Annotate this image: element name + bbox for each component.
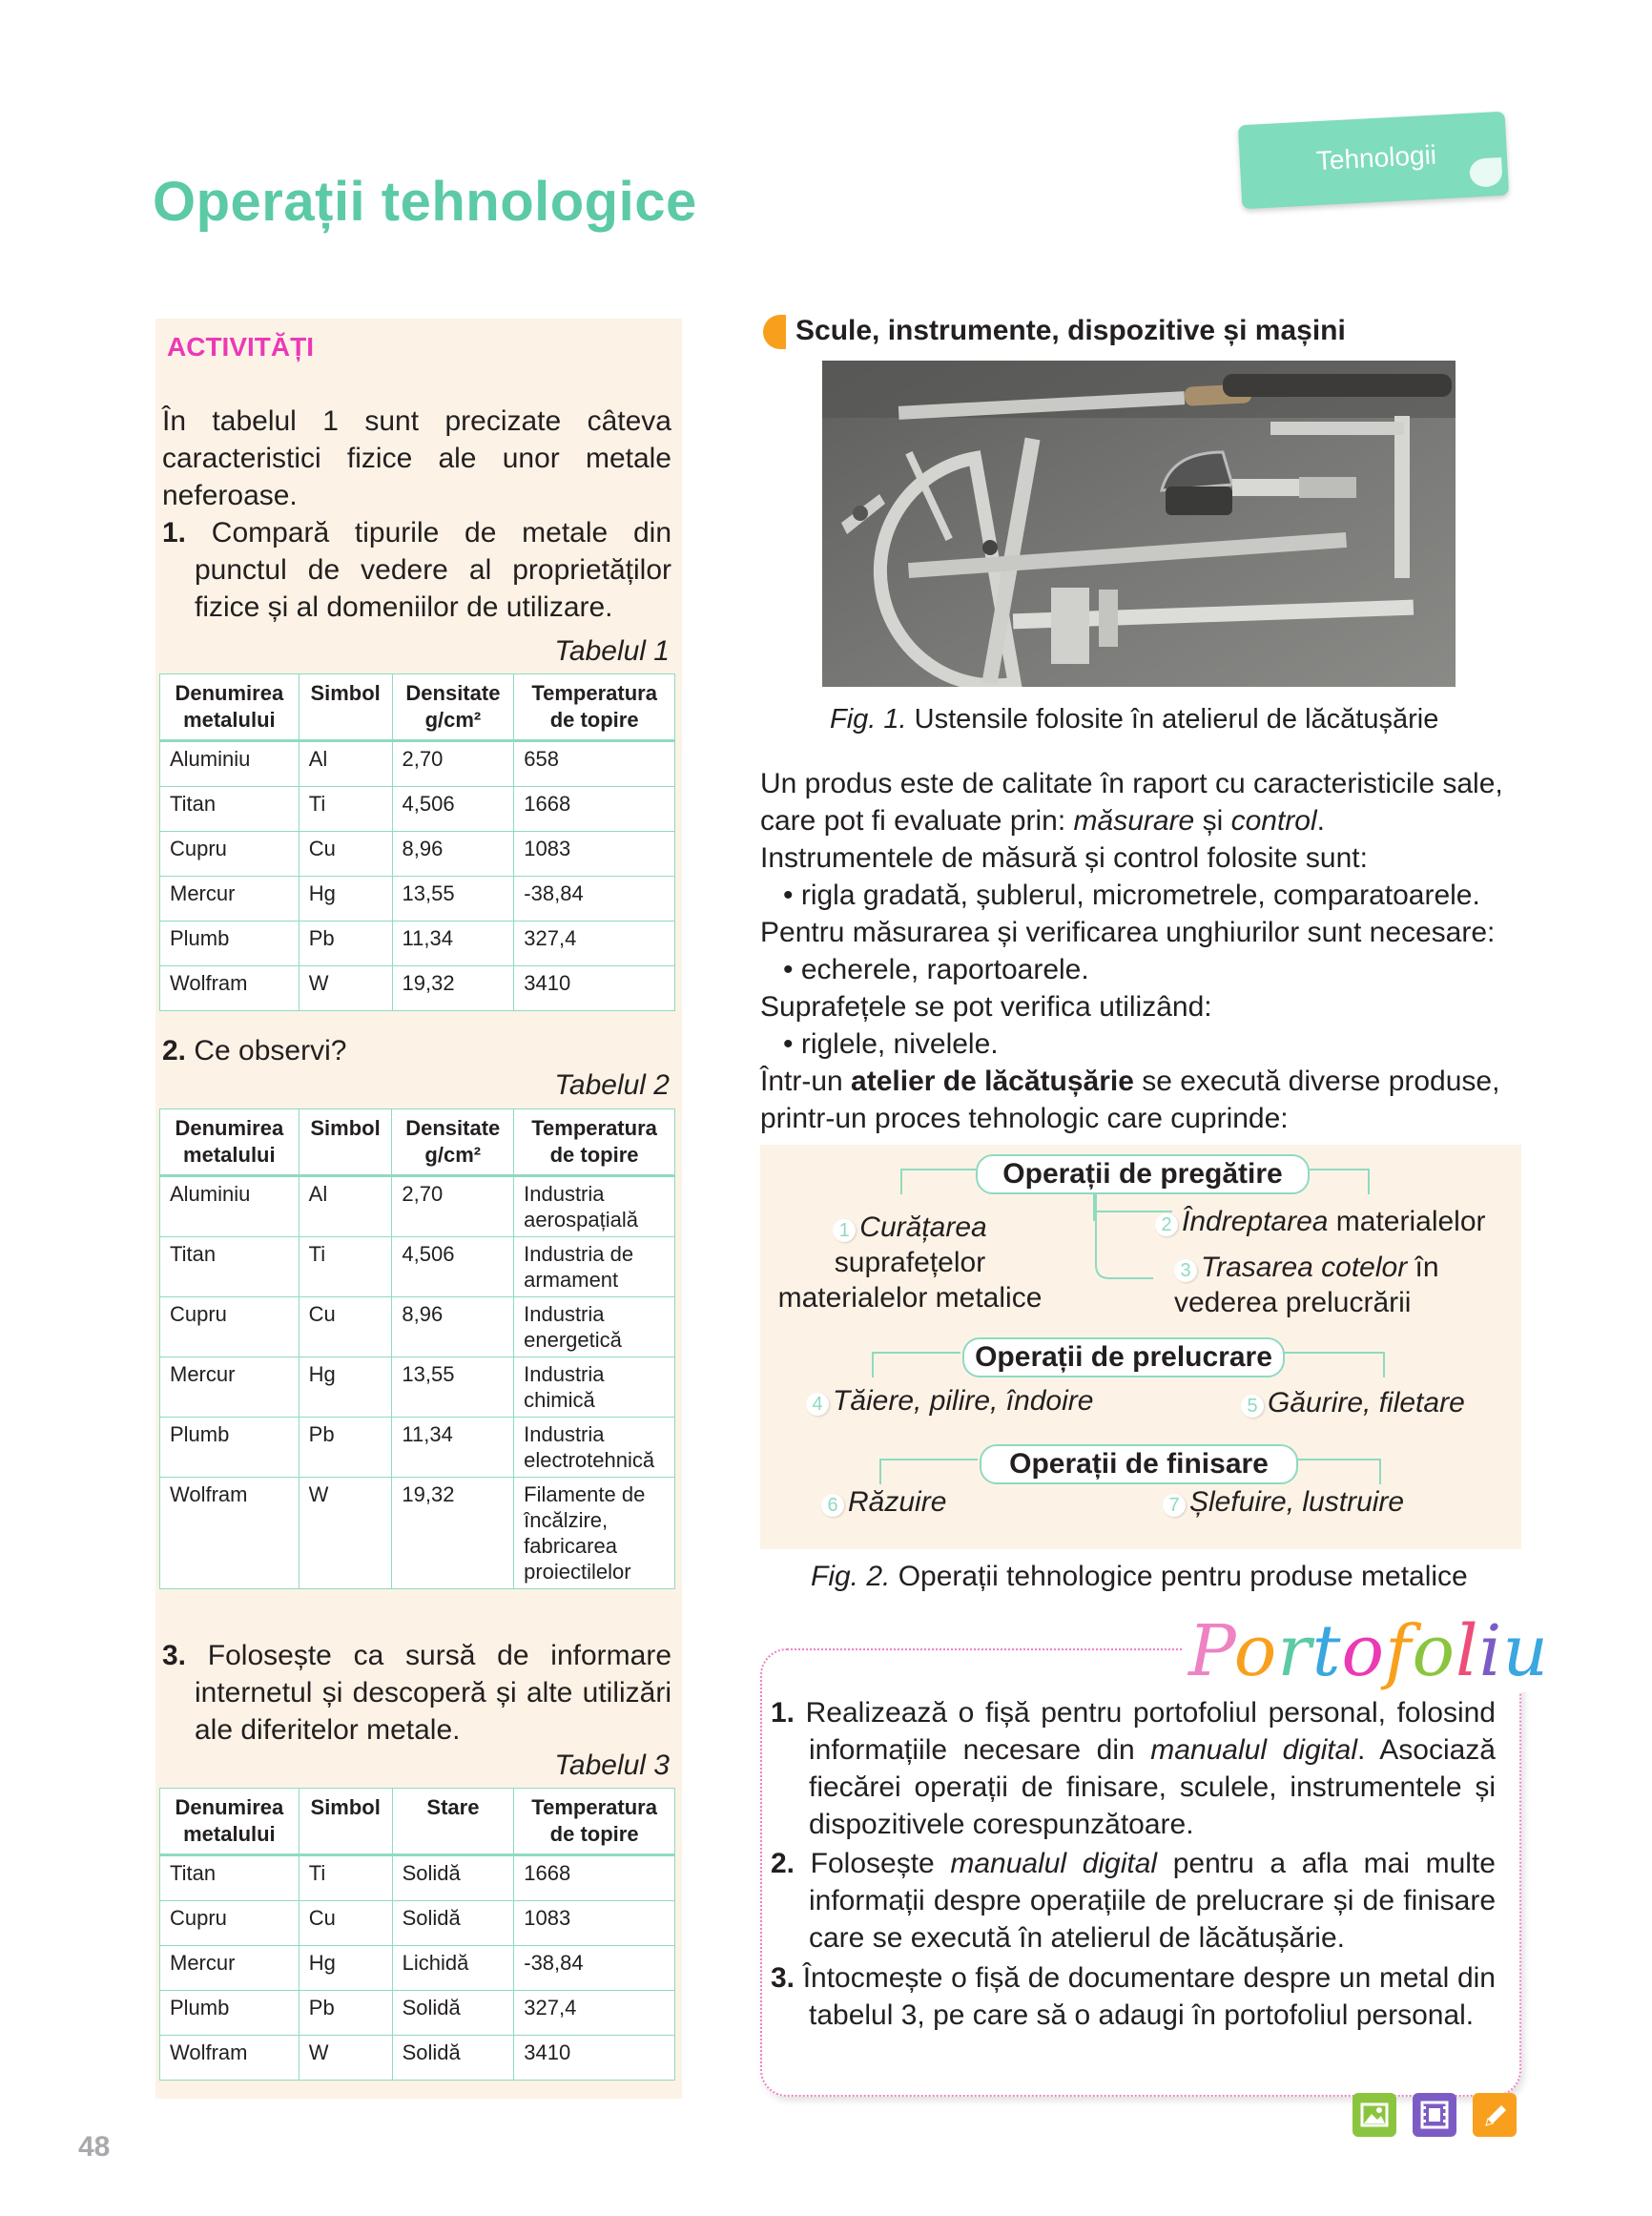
portfolio-title-letter: r	[1277, 1610, 1312, 1692]
table-row	[160, 1237, 675, 1297]
melting-point-cell: 1668	[514, 787, 675, 832]
metal-name-cell: Plumb	[160, 922, 299, 966]
portfolio-text: . Asociază fiecărei operații de finisare, sculele, instrumentele și dispozitivele corespunzătoare.	[809, 1734, 1496, 1840]
density-cell: 2,70	[392, 1176, 514, 1237]
usage-cell: Industria chimică	[514, 1357, 675, 1418]
table-row	[160, 1946, 675, 1991]
table-3-header: Temperatura de topire	[514, 1789, 675, 1855]
body-bold: atelier de lăcătușărie	[851, 1066, 1134, 1097]
symbol-cell: Hg	[299, 877, 392, 922]
figure-2-caption	[811, 1561, 1468, 1593]
portfolio-title-letter: f	[1385, 1610, 1413, 1692]
table-2-header: Temperatura de topire	[514, 1109, 675, 1176]
diagram-item-4	[806, 1383, 1149, 1419]
diagram-item-1-line2: suprafețelor	[834, 1247, 986, 1278]
body-emphasis: măsurare	[1073, 805, 1195, 837]
melting-point-cell: 3410	[514, 966, 675, 1011]
figure-2-text: Operații tehnologice pentru produse metalice	[898, 1561, 1468, 1592]
table-2-header: Densitate g/cm²	[392, 1109, 514, 1176]
melting-point-cell: 327,4	[514, 1991, 675, 2036]
pencil-icon[interactable]	[1473, 2093, 1517, 2137]
table-1-header: Temperatura de topire	[514, 674, 675, 741]
usage-cell: Filamente de încălzire, fabricarea proiectilelor	[514, 1478, 675, 1589]
bullet-item: • riglele, nivelele.	[783, 1028, 999, 1060]
metal-name-cell: Mercur	[160, 1357, 299, 1418]
symbol-cell: Al	[299, 1176, 392, 1237]
table-row	[160, 1418, 675, 1478]
diagram-number-4: 4	[806, 1393, 829, 1416]
portfolio-title-letter: u	[1502, 1610, 1550, 1692]
table-3-header: Stare	[392, 1789, 514, 1855]
melting-point-cell: 658	[514, 741, 675, 787]
melting-point-cell: 1083	[514, 1901, 675, 1946]
density-cell: 8,96	[392, 832, 514, 877]
table-row	[160, 787, 675, 832]
table-row	[160, 922, 675, 966]
portfolio-item-1	[771, 1694, 1496, 1843]
portfolio-text: Folosește	[810, 1848, 951, 1879]
group-preparation-label: Operații de pregătire	[976, 1154, 1310, 1194]
diagram-item-7	[1163, 1484, 1449, 1520]
usage-cell: Industria aerospațială	[514, 1176, 675, 1237]
density-cell: 11,34	[392, 1418, 514, 1478]
operations-diagram	[760, 1145, 1521, 1549]
symbol-cell: Ti	[299, 1237, 392, 1297]
table-row	[160, 1991, 675, 2036]
density-cell: 13,55	[392, 877, 514, 922]
diagram-item-3-line2: vederea prelucrării	[1174, 1287, 1412, 1318]
table-1-header: Simbol	[299, 674, 392, 741]
table-3-header-row	[160, 1789, 675, 1855]
density-cell: 2,70	[392, 741, 514, 787]
portfolio-item-3-number: 3.	[771, 1962, 795, 1994]
portfolio-title-letter: P	[1188, 1610, 1234, 1692]
density-cell: 13,55	[392, 1357, 514, 1418]
bullet-item: • rigla gradată, șublerul, micrometrele, comparatoarele.	[783, 880, 1480, 911]
portfolio-title-letter: o	[1341, 1610, 1386, 1692]
density-cell: 19,32	[392, 966, 514, 1011]
task-2-text: Ce observi?	[194, 1035, 347, 1067]
table-row	[160, 966, 675, 1011]
portfolio-title-letter: l	[1456, 1610, 1479, 1692]
diagram-item-6-text: Răzuire	[848, 1486, 947, 1518]
portfolio-item-1-number: 1.	[771, 1697, 795, 1729]
melting-point-cell: 3410	[514, 2036, 675, 2081]
table-row	[160, 1297, 675, 1357]
task-3	[162, 1637, 671, 1749]
body-text	[760, 765, 1521, 1137]
state-cell: Solidă	[392, 1855, 514, 1901]
symbol-cell: Pb	[299, 1418, 392, 1478]
diagram-number-7: 7	[1163, 1494, 1186, 1517]
diagram-number-5: 5	[1241, 1395, 1264, 1418]
state-cell: Solidă	[392, 2036, 514, 2081]
symbol-cell: W	[299, 2036, 392, 2081]
table-3-caption: Tabelul 3	[554, 1750, 670, 1781]
activities-heading: ACTIVITĂȚI	[167, 332, 314, 362]
table-2-header: Denumirea metalului	[160, 1109, 299, 1176]
metal-name-cell: Cupru	[160, 1297, 299, 1357]
table-3-header: Denumirea metalului	[160, 1789, 299, 1855]
diagram-number-6: 6	[821, 1494, 844, 1517]
body-paragraph: Suprafețele se pot verifica utilizând:	[760, 991, 1212, 1023]
metal-name-cell: Titan	[160, 787, 299, 832]
task-2-number: 2.	[162, 1035, 187, 1067]
task-1-text: Compară tipurile de metale din punctul de vedere al proprietăților fizice și al domeniilor de utilizare.	[195, 517, 672, 623]
body-paragraph: Instrumentele de măsură și control folosite sunt:	[760, 842, 1368, 874]
table-row	[160, 1176, 675, 1237]
symbol-cell: Al	[299, 741, 392, 787]
table-row	[160, 741, 675, 787]
table-row	[160, 832, 675, 877]
figure-1-label: Fig. 1.	[830, 704, 907, 735]
figure-1-caption	[830, 704, 1438, 735]
symbol-cell: W	[299, 1478, 392, 1589]
symbol-cell: Cu	[299, 1297, 392, 1357]
body-paragraph	[760, 1063, 1521, 1137]
metal-name-cell: Wolfram	[160, 2036, 299, 2081]
symbol-cell: W	[299, 966, 392, 1011]
diagram-item-3-em: Trasarea cotelor	[1201, 1252, 1408, 1283]
table-row	[160, 1478, 675, 1589]
diagram-item-2-em: Îndreptarea	[1182, 1206, 1329, 1237]
diagram-item-2	[1155, 1204, 1518, 1239]
table-1-header-row	[160, 674, 675, 741]
table-3-header: Simbol	[299, 1789, 392, 1855]
page-number: 48	[78, 2131, 111, 2163]
body-text-span: Într-un	[760, 1066, 852, 1097]
melting-point-cell: -38,84	[514, 877, 675, 922]
table-2-header: Simbol	[299, 1109, 392, 1176]
tools-illustration	[822, 361, 1456, 687]
table-row	[160, 1357, 675, 1418]
table-2-header-row	[160, 1109, 675, 1176]
portfolio-title-letter: i	[1478, 1610, 1503, 1692]
state-cell: Solidă	[392, 1991, 514, 2036]
metal-name-cell: Cupru	[160, 1901, 299, 1946]
portfolio-title-letter: o	[1412, 1610, 1456, 1692]
usage-cell: Industria de armament	[514, 1237, 675, 1297]
metal-name-cell: Cupru	[160, 832, 299, 877]
metal-name-cell: Plumb	[160, 1418, 299, 1478]
portfolio-item-3	[771, 1959, 1496, 2034]
melting-point-cell: 327,4	[514, 922, 675, 966]
section-title: Scule, instrumente, dispozitive și mașini	[795, 315, 1346, 346]
portfolio-title-letter: t	[1311, 1610, 1342, 1692]
metal-name-cell: Wolfram	[160, 966, 299, 1011]
body-paragraph: Pentru măsurarea și verificarea unghiurilor sunt necesare:	[760, 917, 1496, 948]
metal-name-cell: Titan	[160, 1237, 299, 1297]
melting-point-cell: -38,84	[514, 1946, 675, 1991]
symbol-cell: Hg	[299, 1946, 392, 1991]
portfolio-title	[1183, 1610, 1555, 1692]
symbol-cell: Ti	[299, 1855, 392, 1901]
film-icon[interactable]	[1413, 2093, 1456, 2137]
table-3	[159, 1788, 675, 2081]
body-text-span: Un produs este de calitate în raport cu caracteristicile sale, care pot fi evaluate prin:	[760, 768, 1503, 837]
table-1-header: Denumirea metalului	[160, 674, 299, 741]
melting-point-cell: 1083	[514, 832, 675, 877]
table-row	[160, 2036, 675, 2081]
density-cell: 19,32	[392, 1478, 514, 1589]
metal-name-cell: Wolfram	[160, 1478, 299, 1589]
table-1	[159, 673, 675, 1011]
figure-2-label: Fig. 2.	[811, 1561, 891, 1592]
body-text-span: și	[1194, 805, 1231, 837]
table-1-caption: Tabelul 1	[554, 635, 670, 667]
diagram-number-3: 3	[1174, 1259, 1197, 1282]
task-1	[162, 514, 671, 626]
tools-photo	[822, 361, 1456, 687]
portfolio-emphasis: manualul digital	[950, 1848, 1158, 1879]
diagram-item-4-text: Tăiere, pilire, îndoire	[833, 1385, 1094, 1417]
body-text-span: se execută diverse produse, printr-un proces tehnologic care cuprinde:	[760, 1066, 1500, 1134]
symbol-cell: Pb	[299, 1991, 392, 2036]
activities-intro: În tabelul 1 sunt precizate câteva caracteristici fizice ale unor metale neferoase.	[162, 405, 671, 511]
metal-name-cell: Aluminiu	[160, 741, 299, 787]
metal-name-cell: Titan	[160, 1855, 299, 1901]
tab-curl-decoration	[1469, 157, 1503, 188]
diagram-item-7-text: Șlefuire, lustruire	[1189, 1486, 1405, 1518]
diagram-number-1: 1	[833, 1219, 856, 1242]
portfolio-item-2-number: 2.	[771, 1848, 795, 1879]
task-3-number: 3.	[162, 1640, 187, 1671]
diagram-item-1	[772, 1210, 1048, 1315]
state-cell: Solidă	[392, 1901, 514, 1946]
density-cell: 4,506	[392, 787, 514, 832]
task-1-number: 1.	[162, 517, 187, 549]
diagram-item-2-rest: materialelor	[1328, 1206, 1486, 1237]
table-2	[159, 1108, 675, 1589]
body-text-span: .	[1316, 805, 1325, 837]
melting-point-cell: 1668	[514, 1855, 675, 1901]
chapter-tab-label: Tehnologii	[1315, 139, 1437, 176]
group-processing-label: Operații de prelucrare	[962, 1337, 1285, 1377]
portfolio-text: Întocmește o fișă de documentare despre un metal din tabelul 3, pe care să o adaugi în portofoliul personal.	[802, 1962, 1496, 2031]
diagram-item-3	[1174, 1250, 1518, 1320]
diagram-number-2: 2	[1155, 1213, 1178, 1236]
table-row	[160, 1901, 675, 1946]
table-row	[160, 877, 675, 922]
symbol-cell: Hg	[299, 1357, 392, 1418]
symbol-cell: Ti	[299, 787, 392, 832]
portfolio-title-letter: o	[1233, 1610, 1278, 1692]
metal-name-cell: Mercur	[160, 877, 299, 922]
bullet-item: • echerele, raportoarele.	[783, 954, 1089, 985]
state-cell: Lichidă	[392, 1946, 514, 1991]
portfolio-emphasis: manualul digital	[1150, 1734, 1357, 1766]
section-marker-icon	[763, 315, 786, 349]
task-2	[162, 1032, 671, 1069]
group-finishing-label: Operații de finisare	[980, 1444, 1298, 1484]
usage-cell: Industria electrotehnică	[514, 1418, 675, 1478]
density-cell: 11,34	[392, 922, 514, 966]
chapter-tab	[1238, 112, 1509, 210]
density-cell: 4,506	[392, 1237, 514, 1297]
diagram-item-1-line3: materialelor metalice	[777, 1282, 1043, 1314]
metal-name-cell: Aluminiu	[160, 1176, 299, 1237]
table-2-caption: Tabelul 2	[554, 1069, 670, 1101]
table-1-header: Densitate g/cm²	[392, 674, 514, 741]
figure-1-text: Ustensile folosite în atelierul de lăcătușărie	[914, 704, 1439, 735]
density-cell: 8,96	[392, 1297, 514, 1357]
metal-name-cell: Plumb	[160, 1991, 299, 2036]
diagram-item-5-text: Găurire, filetare	[1268, 1387, 1465, 1419]
body-paragraph	[760, 765, 1521, 839]
portfolio-text: Realizează o fișă pentru portofoliul personal, folosind informațiile necesare din	[805, 1697, 1496, 1766]
page-title: Operații tehnologice	[153, 171, 697, 233]
symbol-cell: Pb	[299, 922, 392, 966]
diagram-item-1-em: Curățarea	[859, 1212, 987, 1243]
symbol-cell: Cu	[299, 1901, 392, 1946]
table-row	[160, 1855, 675, 1901]
diagram-item-6	[821, 1484, 1012, 1520]
diagram-item-3-rest: în	[1407, 1252, 1439, 1283]
image-icon[interactable]	[1353, 2093, 1396, 2137]
body-emphasis: control	[1230, 805, 1317, 837]
usage-cell: Industria energetică	[514, 1297, 675, 1357]
portfolio-text: pentru a afla mai multe informații despre operațiile de prelucrare și de finisare care se execută în atelierul de lăcătușărie.	[809, 1848, 1496, 1954]
portfolio-item-2	[771, 1845, 1496, 1957]
task-3-text: Folosește ca sursă de informare internetul și descoperă și alte utilizări ale diferitelor metale.	[195, 1640, 671, 1746]
metal-name-cell: Mercur	[160, 1946, 299, 1991]
diagram-item-5	[1241, 1385, 1518, 1420]
symbol-cell: Cu	[299, 832, 392, 877]
